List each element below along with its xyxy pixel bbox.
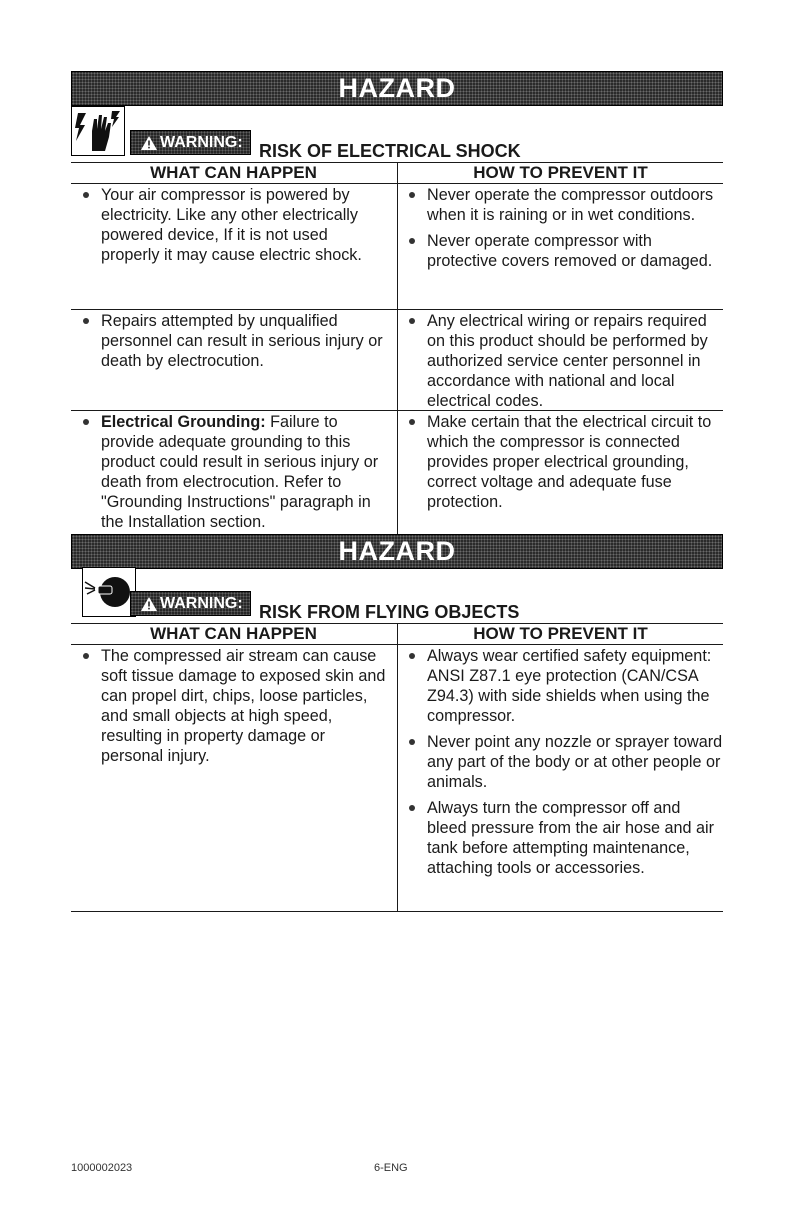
warning-label: WARNING:	[160, 594, 243, 612]
risk-title: RISK FROM FLYING OBJECTS	[259, 602, 520, 622]
table-row	[401, 185, 723, 271]
warning-triangle-icon	[141, 136, 157, 150]
column-header-what: WHAT CAN HAPPEN	[150, 163, 317, 182]
divider	[71, 309, 723, 310]
table-row	[75, 311, 390, 371]
column-header-prevent: HOW TO PREVENT IT	[473, 163, 648, 182]
document-code: 1000002023	[71, 1162, 133, 1174]
column-header-what: WHAT CAN HAPPEN	[150, 624, 317, 643]
hazard-title: HAZARD	[338, 536, 456, 566]
electric-shock-icon	[71, 106, 125, 156]
prevention-item: Never operate compressor with protective covers removed or damaged.	[427, 232, 713, 270]
hazard-description: Your air compressor is powered by electricity. Like any other electrically powered device, If it is not used properly it may cause electric shock.	[101, 186, 362, 264]
prevention-item: Never point any nozzle or sprayer toward any part of the body or at other people or animals.	[427, 733, 723, 791]
hazard-title: HAZARD	[338, 73, 456, 103]
table-row	[75, 412, 390, 532]
prevention-item: Make certain that the electrical circuit to which the compressor is connected provides proper electrical grounding, correct voltage and adequate fuse protection.	[427, 413, 712, 511]
warning-triangle-icon	[141, 597, 157, 611]
table-row	[75, 646, 390, 766]
hazard-description: Failure to provide adequate grounding to this product could result in serious injury or death from electrocution. Refer to "Grounding Instructions" paragraph in the Installation section.	[101, 413, 379, 531]
warning-label: WARNING:	[160, 133, 243, 151]
prevention-item: Always wear certified safety equipment: ANSI Z87.1 eye protection (CAN/CSA Z94.3) with side shields when using the compressor.	[427, 647, 712, 725]
column-divider	[397, 623, 398, 912]
column-header-prevent: HOW TO PREVENT IT	[473, 624, 648, 643]
prevention-item: Never operate the compressor outdoors when it is raining or in wet conditions.	[427, 186, 714, 224]
hazard-banner	[71, 71, 723, 106]
column-divider	[397, 162, 398, 535]
hazard-description: The compressed air stream can cause soft tissue damage to exposed skin and can propel dirt, chips, loose particles, and small objects at high speed, resulting in property damage or personal injury.	[101, 647, 386, 765]
page-number: 6-ENG	[374, 1162, 408, 1174]
hazard-lead: Electrical Grounding:	[101, 413, 266, 431]
eye-protection-icon	[82, 567, 136, 617]
table-row	[401, 646, 723, 878]
table-row	[75, 185, 390, 265]
prevention-item: Any electrical wiring or repairs required on this product should be performed by authorized service center personnel in accordance with national and local electrical codes.	[427, 312, 708, 410]
risk-title: RISK OF ELECTRICAL SHOCK	[259, 141, 521, 161]
divider	[71, 911, 723, 912]
table-row	[401, 311, 723, 411]
divider	[71, 410, 723, 411]
hazard-banner	[71, 534, 723, 569]
warning-badge	[130, 130, 251, 155]
prevention-item: Always turn the compressor off and bleed pressure from the air hose and air tank before attempting maintenance, attaching tools or accessories.	[427, 799, 715, 877]
hazard-description: Repairs attempted by unqualified personnel can result in serious injury or death by electrocution.	[101, 312, 383, 370]
warning-badge	[130, 591, 251, 616]
table-row	[401, 412, 723, 512]
